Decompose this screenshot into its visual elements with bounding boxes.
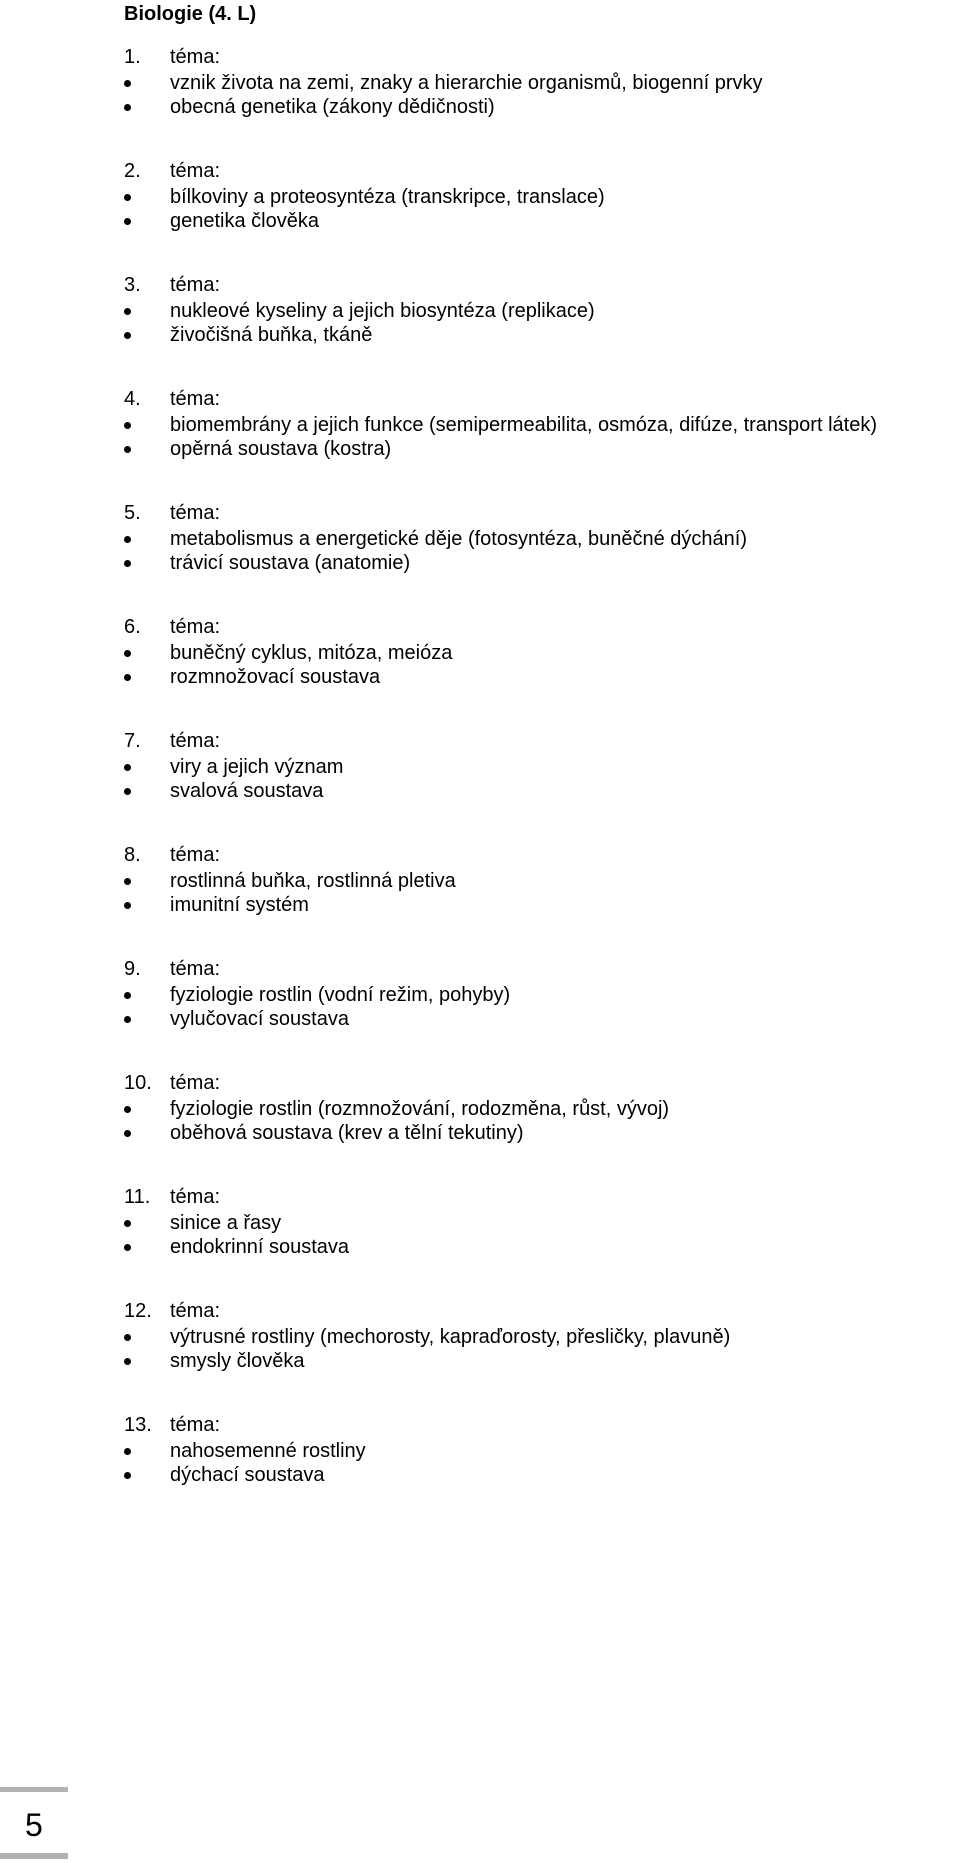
list-item-text: obecná genetika (zákony dědičnosti) <box>170 96 495 118</box>
list-item <box>0 869 960 895</box>
bullet-icon <box>124 1220 131 1227</box>
topic-heading <box>124 1185 220 1209</box>
topic-heading <box>124 273 220 297</box>
topic-label: téma: <box>170 730 221 752</box>
bullet-icon <box>124 650 131 657</box>
list-item-text: imunitní systém <box>170 894 309 916</box>
topic-heading <box>124 843 220 867</box>
topic-label: téma: <box>170 844 221 866</box>
bullet-icon <box>124 1358 131 1365</box>
list-item <box>0 1121 960 1147</box>
bullet-icon <box>124 104 131 111</box>
list-item <box>0 755 960 781</box>
bullet-icon <box>124 218 131 225</box>
topic-number: 12. <box>124 1300 152 1322</box>
list-item-text: endokrinní soustava <box>170 1236 350 1258</box>
bullet-icon <box>124 1016 131 1023</box>
bullet-icon <box>124 902 131 909</box>
bullet-icon <box>124 194 131 201</box>
list-item-text: metabolismus a energetické děje (fotosyntéza, buněčné dýchání) <box>170 528 748 550</box>
list-item-text: trávicí soustava (anatomie) <box>170 552 411 574</box>
page-number-box <box>0 1787 68 1863</box>
bullet-icon <box>124 992 131 999</box>
list-item <box>0 893 960 919</box>
list-item-text: vylučovací soustava <box>170 1008 349 1030</box>
list-item-text: nukleové kyseliny a jejich biosyntéza (replikace) <box>170 300 595 322</box>
bullet-icon <box>124 1448 131 1455</box>
list-item-text: fyziologie rostlin (rozmnožování, rodozměna, růst, vývoj) <box>170 1098 670 1120</box>
page-title: Biologie (4. L) <box>124 3 257 25</box>
bullet-icon <box>124 308 131 315</box>
topic-heading <box>124 159 220 183</box>
topic-label: téma: <box>170 616 221 638</box>
list-item-text: buněčný cyklus, mitóza, meióza <box>170 642 453 664</box>
bullet-icon <box>124 764 131 771</box>
topic-label: téma: <box>170 46 221 68</box>
list-item-text: sinice a řasy <box>170 1212 282 1234</box>
list-item-text: fyziologie rostlin (vodní režim, pohyby) <box>170 984 511 1006</box>
list-item-text: oběhová soustava (krev a tělní tekutiny) <box>170 1122 524 1144</box>
list-item <box>0 641 960 667</box>
list-item <box>0 779 960 805</box>
topic-number: 7. <box>124 730 141 752</box>
list-item <box>0 527 960 553</box>
bullet-icon <box>124 560 131 567</box>
list-item-text: svalová soustava <box>170 780 324 802</box>
list-item <box>0 209 960 235</box>
topic-heading <box>124 615 220 639</box>
list-item-text: bílkoviny a proteosyntéza (transkripce, translace) <box>170 186 605 208</box>
topic-label: téma: <box>170 160 221 182</box>
list-item <box>0 1235 960 1261</box>
list-item-text: biomembrány a jejich funkce (semipermeabilita, osmóza, difúze, transport látek) <box>170 414 877 436</box>
list-item <box>0 437 960 463</box>
bullet-icon <box>124 536 131 543</box>
page-number-bottom-rule <box>0 1853 68 1859</box>
topic-label: téma: <box>170 958 221 980</box>
list-item <box>0 1211 960 1237</box>
bullet-icon <box>124 422 131 429</box>
topic-number: 10. <box>124 1072 152 1094</box>
topic-heading <box>124 1299 220 1323</box>
list-item-text: viry a jejich význam <box>170 756 344 778</box>
bullet-icon <box>124 332 131 339</box>
topic-number: 1. <box>124 46 141 68</box>
list-item <box>0 1349 960 1375</box>
bullet-icon <box>124 1130 131 1137</box>
topic-heading <box>124 957 220 981</box>
topic-heading <box>124 729 220 753</box>
list-item <box>0 185 960 211</box>
topic-number: 6. <box>124 616 141 638</box>
topic-number: 5. <box>124 502 141 524</box>
topic-heading <box>124 45 220 69</box>
page-number-top-rule <box>0 1787 68 1792</box>
list-item <box>0 413 960 439</box>
list-item-text: nahosemenné rostliny <box>170 1440 366 1462</box>
bullet-icon <box>124 1472 131 1479</box>
list-item <box>0 1007 960 1033</box>
list-item-text: genetika člověka <box>170 210 319 232</box>
topic-number: 13. <box>124 1414 152 1436</box>
topic-heading <box>124 387 220 411</box>
bullet-icon <box>124 446 131 453</box>
topic-label: téma: <box>170 274 221 296</box>
topic-heading <box>124 1413 220 1437</box>
bullet-icon <box>124 878 131 885</box>
list-item <box>0 1097 960 1123</box>
bullet-icon <box>124 1244 131 1251</box>
topic-number: 9. <box>124 958 141 980</box>
list-item <box>0 71 960 97</box>
list-item <box>0 1325 960 1351</box>
list-item-text: výtrusné rostliny (mechorosty, kapraďorosty, přesličky, plavuně) <box>170 1326 731 1348</box>
bullet-icon <box>124 80 131 87</box>
topic-heading <box>124 501 220 525</box>
list-item-text: vznik života na zemi, znaky a hierarchie organismů, biogenní prvky <box>170 72 763 94</box>
list-item <box>0 1463 960 1489</box>
list-item-text: smysly člověka <box>170 1350 305 1372</box>
topic-heading <box>124 1071 220 1095</box>
topic-label: téma: <box>170 1414 221 1436</box>
topic-number: 3. <box>124 274 141 296</box>
bullet-icon <box>124 788 131 795</box>
bullet-icon <box>124 674 131 681</box>
list-item-text: opěrná soustava (kostra) <box>170 438 392 460</box>
list-item <box>0 1439 960 1465</box>
topic-label: téma: <box>170 1300 221 1322</box>
topic-label: téma: <box>170 388 221 410</box>
topic-number: 11. <box>124 1186 151 1208</box>
list-item <box>0 299 960 325</box>
list-item-text: živočišná buňka, tkáně <box>170 324 373 346</box>
bullet-icon <box>124 1106 131 1113</box>
list-item <box>0 323 960 349</box>
list-item <box>0 983 960 1009</box>
topic-label: téma: <box>170 1072 221 1094</box>
topic-number: 2. <box>124 160 141 182</box>
topic-label: téma: <box>170 1186 221 1208</box>
list-item <box>0 665 960 691</box>
list-item-text: rozmnožovací soustava <box>170 666 381 688</box>
topic-label: téma: <box>170 502 221 524</box>
list-item-text: dýchací soustava <box>170 1464 325 1486</box>
topic-number: 8. <box>124 844 141 866</box>
list-item <box>0 95 960 121</box>
list-item <box>0 551 960 577</box>
bullet-icon <box>124 1334 131 1341</box>
page-number: 5 <box>25 1807 43 1843</box>
list-item-text: rostlinná buňka, rostlinná pletiva <box>170 870 456 892</box>
topic-number: 4. <box>124 388 141 410</box>
